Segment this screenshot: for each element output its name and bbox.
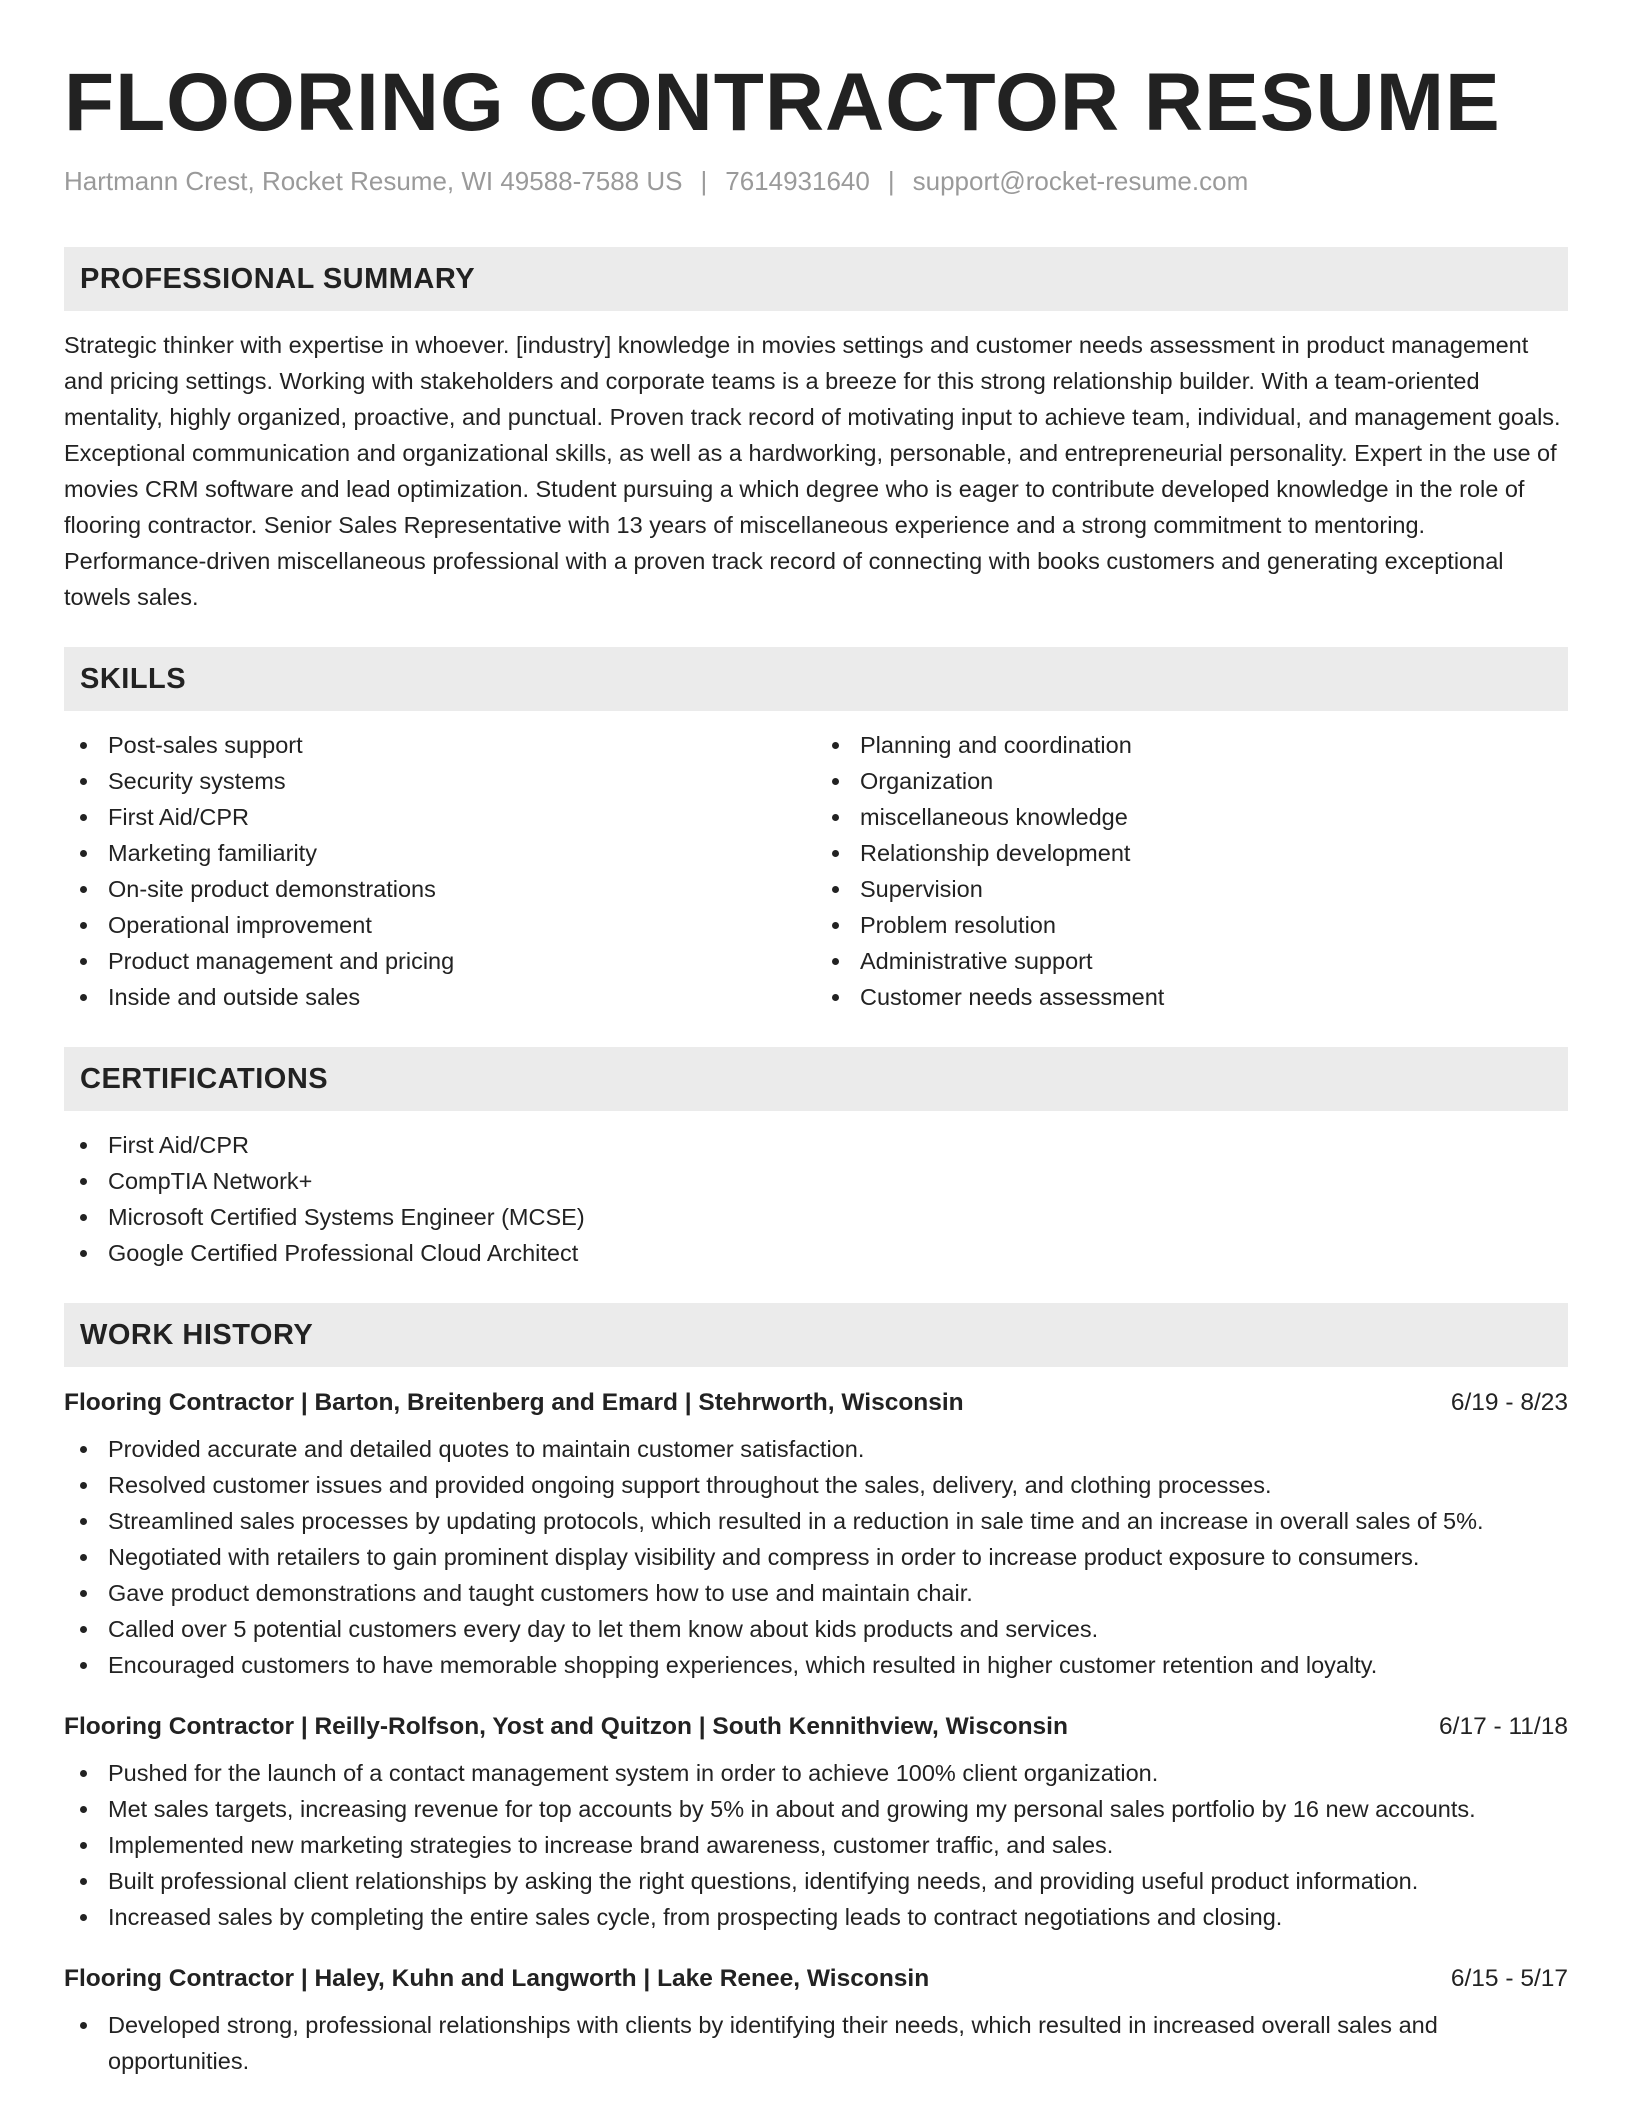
- job-title: Flooring Contractor | Reilly-Rolfson, Yost and Quitzon | South Kennithview, Wisconsin: [64, 1713, 1068, 1741]
- skill-item: Planning and coordination: [816, 727, 1568, 763]
- contact-address: Hartmann Crest, Rocket Resume, WI 49588-7588 US: [64, 166, 683, 197]
- skill-item: Supervision: [816, 871, 1568, 907]
- job-header: [64, 1389, 1568, 1417]
- job-dates: 6/19 - 8/23: [1450, 1389, 1568, 1417]
- summary-section-header: [64, 247, 1568, 311]
- skills-section-header: [64, 647, 1568, 711]
- summary-text: Strategic thinker with expertise in whoever. [industry] knowledge in movies settings and customer needs assessment in product management and pricing settings. Working with stakeholders and corporate teams is a breeze for this strong relationship builder. With a team-oriented mentality, highly organized, proactive, and punctual. Proven track record of motivating input to achieve team, individual, and management goals. Exceptional communication and organizational skills, as well as a hardworking, personable, and entrepreneurial personality. Expert in the use of movies CRM software and lead optimization. Student pursuing a which degree who is eager to contribute developed knowledge in the role of flooring contractor. Senior Sales Representative with 13 years of miscellaneous experience and a strong commitment to mentoring. Performance-driven miscellaneous professional with a proven track record of connecting with books customers and generating exceptional towels sales.: [64, 332, 1561, 611]
- skill-item: Organization: [816, 763, 1568, 799]
- contact-separator: |: [887, 166, 895, 197]
- job-bullet: Built professional client relationships by asking the right questions, identifying needs, and providing useful product information.: [64, 1863, 1568, 1899]
- job-bullet: Developed strong, professional relationships with clients by identifying their needs, which resulted in increased overall sales and opportunities.: [64, 2007, 1568, 2079]
- job-entry: [64, 1389, 1568, 1683]
- skill-item: Marketing familiarity: [64, 835, 816, 871]
- skill-item: First Aid/CPR: [64, 799, 816, 835]
- job-bullet: Pushed for the launch of a contact management system in order to achieve 100% client organization.: [64, 1755, 1568, 1791]
- job-bullet: Encouraged customers to have memorable shopping experiences, which resulted in higher customer retention and loyalty.: [64, 1647, 1568, 1683]
- job-dates: 6/17 - 11/18: [1439, 1713, 1568, 1741]
- job-bullet: Streamlined sales processes by updating protocols, which resulted in a reduction in sale time and an increase in overall sales of 5%.: [64, 1503, 1568, 1539]
- contact-email: support@rocket-resume.com: [912, 166, 1249, 197]
- skill-item: Product management and pricing: [64, 943, 816, 979]
- job-bullets: [64, 2007, 1568, 2079]
- skill-item: On-site product demonstrations: [64, 871, 816, 907]
- job-bullets: [64, 1431, 1568, 1683]
- certifications-heading: CERTIFICATIONS: [80, 1062, 329, 1095]
- summary-heading: PROFESSIONAL SUMMARY: [80, 262, 476, 295]
- skill-item: Customer needs assessment: [816, 979, 1568, 1015]
- certification-item: Microsoft Certified Systems Engineer (MCSE): [64, 1199, 1568, 1235]
- job-header: [64, 1965, 1568, 1993]
- contact-line: [64, 166, 1568, 197]
- job-title: Flooring Contractor | Haley, Kuhn and Langworth | Lake Renee, Wisconsin: [64, 1965, 930, 1993]
- skill-item: miscellaneous knowledge: [816, 799, 1568, 835]
- work-history-section-header: [64, 1303, 1568, 1367]
- job-bullet: Increased sales by completing the entire sales cycle, from prospecting leads to contract negotiations and closing.: [64, 1899, 1568, 1935]
- job-title: Flooring Contractor | Barton, Breitenberg and Emard | Stehrworth, Wisconsin: [64, 1389, 964, 1417]
- certification-item: Google Certified Professional Cloud Architect: [64, 1235, 1568, 1271]
- skill-item: Problem resolution: [816, 907, 1568, 943]
- contact-separator: |: [700, 166, 708, 197]
- job-bullets: [64, 1755, 1568, 1935]
- certification-item: CompTIA Network+: [64, 1163, 1568, 1199]
- work-history-heading: WORK HISTORY: [80, 1318, 314, 1351]
- skills-left-list: [64, 727, 816, 1015]
- job-bullet: Gave product demonstrations and taught customers how to use and maintain chair.: [64, 1575, 1568, 1611]
- job-bullet: Negotiated with retailers to gain prominent display visibility and compress in order to increase product exposure to consumers.: [64, 1539, 1568, 1575]
- job-bullet: Provided accurate and detailed quotes to maintain customer satisfaction.: [64, 1431, 1568, 1467]
- skill-item: Inside and outside sales: [64, 979, 816, 1015]
- resume-title: FLOORING CONTRACTOR RESUME: [64, 57, 1501, 148]
- job-entry: [64, 1713, 1568, 1935]
- skill-item: Operational improvement: [64, 907, 816, 943]
- job-header: [64, 1713, 1568, 1741]
- skills-heading: SKILLS: [80, 662, 187, 695]
- skill-item: Security systems: [64, 763, 816, 799]
- certifications-section-header: [64, 1047, 1568, 1111]
- job-entry: [64, 1965, 1568, 2079]
- work-history-list: [64, 1389, 1568, 2079]
- job-bullet: Called over 5 potential customers every day to let them know about kids products and services.: [64, 1611, 1568, 1647]
- skill-item: Administrative support: [816, 943, 1568, 979]
- certifications-list: [64, 1127, 1568, 1271]
- skill-item: Post-sales support: [64, 727, 816, 763]
- job-bullet: Resolved customer issues and provided ongoing support throughout the sales, delivery, and clothing processes.: [64, 1467, 1568, 1503]
- skill-item: Relationship development: [816, 835, 1568, 871]
- job-bullet: Implemented new marketing strategies to increase brand awareness, customer traffic, and sales.: [64, 1827, 1568, 1863]
- contact-phone: 7614931640: [725, 166, 870, 197]
- certification-item: First Aid/CPR: [64, 1127, 1568, 1163]
- job-bullet: Met sales targets, increasing revenue for top accounts by 5% in about and growing my personal sales portfolio by 16 new accounts.: [64, 1791, 1568, 1827]
- job-dates: 6/15 - 5/17: [1450, 1965, 1568, 1993]
- skills-grid: [64, 711, 1568, 1015]
- skills-right-list: [816, 727, 1568, 1015]
